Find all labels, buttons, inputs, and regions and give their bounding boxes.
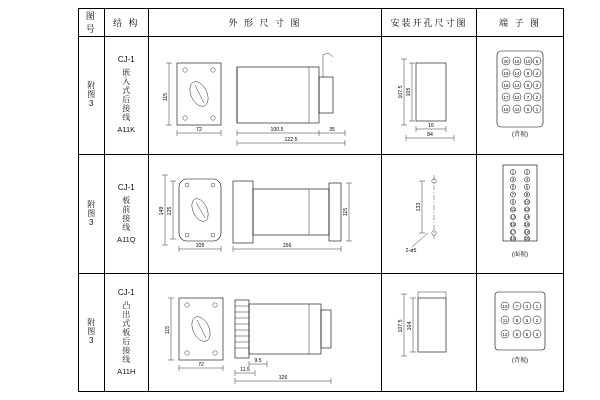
svg-text:5: 5 — [525, 317, 529, 323]
dim-149: 149 — [158, 206, 165, 216]
cell-fig-no — [79, 155, 105, 273]
svg-text:3: 3 — [535, 331, 539, 337]
table-row — [79, 273, 564, 391]
cell-outline-drawing — [148, 36, 381, 154]
terminal-drawing-1 — [477, 37, 563, 149]
dim-72: 72 — [196, 126, 202, 133]
dim-156: 156 — [282, 243, 292, 250]
dim-115: 115 — [164, 325, 171, 334]
hole-drawing-3 — [382, 274, 476, 386]
terminal-view-label: (面视) — [511, 252, 528, 259]
svg-text:19: 19 — [503, 70, 509, 76]
svg-text:3: 3 — [511, 177, 515, 183]
dim-84: 84 — [427, 131, 433, 138]
fig-no-label: 附图3 — [86, 199, 96, 228]
dim-126: 126 — [278, 374, 288, 381]
svg-text:6: 6 — [526, 106, 530, 112]
svg-text:11: 11 — [510, 207, 516, 213]
header-structure: 结 构 — [104, 9, 148, 37]
terminal-grid — [510, 170, 530, 242]
svg-text:18: 18 — [524, 229, 530, 235]
svg-text:9: 9 — [511, 199, 515, 205]
cell-fig-no — [79, 273, 105, 391]
struct-code: CJ-1 — [117, 55, 135, 65]
table-row — [79, 155, 564, 273]
svg-text:1: 1 — [511, 169, 515, 175]
svg-text:12: 12 — [502, 331, 508, 337]
struct-model: A11Q — [116, 234, 136, 244]
cell-hole-drawing — [381, 155, 476, 273]
svg-text:14: 14 — [514, 70, 520, 76]
svg-text:14: 14 — [524, 214, 530, 220]
cell-fig-no — [79, 36, 105, 154]
svg-text:20: 20 — [503, 58, 509, 64]
svg-text:2: 2 — [535, 317, 539, 323]
svg-text:8: 8 — [525, 192, 529, 198]
svg-text:17: 17 — [503, 94, 509, 100]
dim-16: 16 — [428, 122, 434, 129]
svg-text:2: 2 — [535, 94, 539, 100]
svg-text:4: 4 — [525, 177, 529, 183]
cell-outline-drawing — [148, 273, 381, 391]
svg-text:13: 13 — [510, 214, 516, 220]
table-row — [79, 36, 564, 154]
cell-terminal-drawing — [476, 155, 563, 273]
svg-text:10: 10 — [524, 199, 530, 205]
svg-text:1: 1 — [535, 303, 539, 309]
dim-100-5: 100.5 — [270, 126, 284, 133]
svg-text:15: 15 — [510, 222, 516, 228]
header-fig-no: 图 号 — [79, 9, 105, 37]
svg-text:5: 5 — [511, 184, 515, 190]
svg-text:11: 11 — [502, 317, 508, 323]
svg-text:13: 13 — [514, 82, 520, 88]
dim-105: 105 — [405, 87, 412, 97]
dim-35: 35 — [329, 126, 335, 133]
dim-2-d5: 2-ø5 — [405, 248, 417, 255]
cell-hole-drawing — [381, 36, 476, 154]
dim-115: 115 — [162, 92, 169, 101]
cell-hole-drawing — [381, 273, 476, 391]
svg-text:8: 8 — [526, 82, 530, 88]
svg-text:9: 9 — [526, 70, 530, 76]
dim-122-5: 122.5 — [284, 136, 298, 143]
dim-115: 115 — [342, 208, 349, 217]
struct-model: A11H — [117, 366, 136, 376]
terminal-drawing-2 — [477, 155, 563, 267]
svg-text:7: 7 — [526, 94, 530, 100]
svg-text:12: 12 — [524, 207, 530, 213]
dim-105: 105 — [195, 243, 205, 250]
outline-drawing-3 — [149, 274, 381, 386]
cell-structure — [104, 155, 148, 273]
spec-table — [78, 8, 564, 392]
svg-text:10: 10 — [525, 58, 531, 64]
struct-desc: 板前接线 — [121, 195, 131, 232]
svg-text:2: 2 — [525, 169, 529, 175]
struct-desc: 凸出式板后接线 — [121, 300, 131, 364]
dim-125: 125 — [166, 206, 173, 216]
hole-drawing-2 — [382, 155, 476, 267]
svg-text:11: 11 — [514, 106, 520, 112]
svg-text:6: 6 — [525, 184, 529, 190]
terminal-view-label: (背视) — [511, 131, 528, 138]
header-hole: 安装开孔尺寸图 — [381, 9, 476, 37]
svg-text:9: 9 — [515, 331, 519, 337]
svg-text:19: 19 — [510, 236, 516, 242]
terminal-grid — [502, 57, 541, 113]
svg-text:5: 5 — [535, 58, 539, 64]
svg-text:3: 3 — [535, 82, 539, 88]
cell-structure — [104, 36, 148, 154]
struct-code: CJ-1 — [117, 287, 135, 297]
svg-text:18: 18 — [503, 82, 509, 88]
dim-72: 72 — [198, 361, 204, 368]
outline-drawing-2 — [149, 155, 381, 267]
fig-no-label: 附图3 — [86, 318, 96, 347]
terminal-grid — [501, 302, 541, 338]
hole-drawing-1 — [382, 37, 476, 149]
cell-structure — [104, 273, 148, 391]
svg-text:8: 8 — [515, 317, 519, 323]
cell-outline-drawing — [148, 155, 381, 273]
struct-code: CJ-1 — [117, 182, 135, 192]
struct-model: A11K — [117, 125, 136, 135]
svg-text:7: 7 — [515, 303, 519, 309]
table-header-row — [79, 9, 564, 37]
dim-104: 104 — [406, 321, 413, 330]
dim-107-5: 107.5 — [397, 319, 404, 333]
dim-133: 133 — [415, 202, 422, 212]
header-terminal: 端 子 图 — [476, 9, 563, 37]
dim-11-5: 11.5 — [240, 366, 250, 373]
cell-terminal-drawing — [476, 36, 563, 154]
svg-text:6: 6 — [525, 331, 529, 337]
dim-107-5: 107.5 — [397, 85, 404, 99]
svg-text:17: 17 — [510, 229, 516, 235]
cell-terminal-drawing — [476, 273, 563, 391]
svg-text:10: 10 — [502, 303, 508, 309]
svg-text:15: 15 — [514, 58, 520, 64]
header-outline: 外 形 尺 寸 图 — [148, 9, 381, 37]
struct-desc: 嵌入式后接线 — [121, 68, 131, 123]
fig-no-label: 附图3 — [86, 81, 96, 110]
svg-text:4: 4 — [525, 303, 529, 309]
terminal-view-label: (背视) — [511, 357, 528, 364]
svg-text:12: 12 — [514, 94, 520, 100]
svg-text:4: 4 — [535, 70, 539, 76]
outline-drawing-1 — [149, 37, 381, 149]
svg-text:7: 7 — [511, 192, 515, 198]
svg-text:16: 16 — [503, 106, 509, 112]
svg-text:1: 1 — [535, 106, 539, 112]
terminal-drawing-3 — [477, 274, 563, 386]
svg-text:16: 16 — [524, 222, 530, 228]
dim-9-5: 9.5 — [254, 357, 262, 364]
svg-text:20: 20 — [524, 236, 530, 242]
